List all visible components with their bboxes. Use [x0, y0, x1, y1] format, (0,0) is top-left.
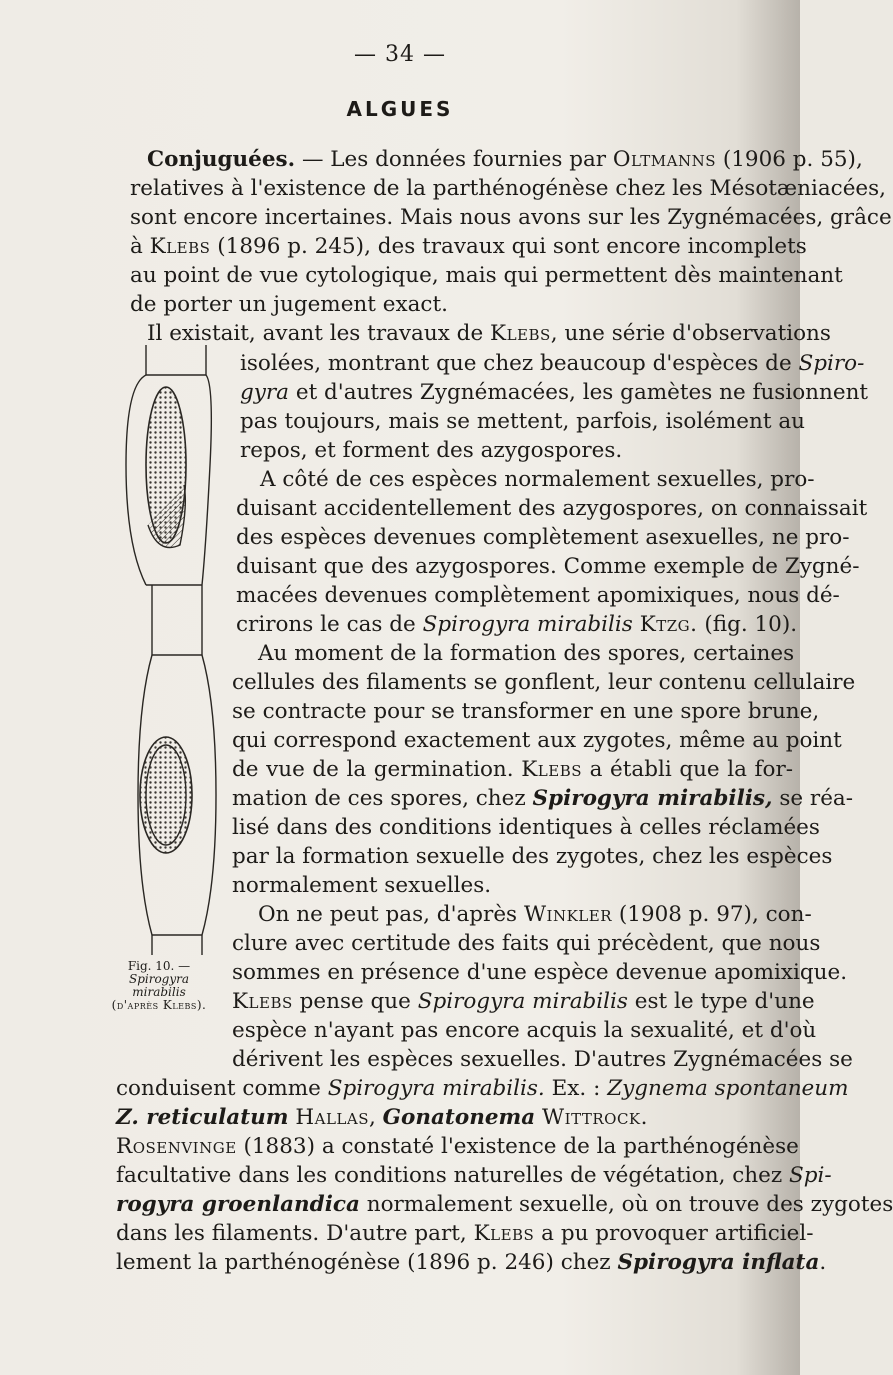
text-line: pas toujours, mais se mettent, parfois, isolément au [240, 409, 806, 434]
running-head: ALGUES [346, 97, 454, 121]
figure-caption: Fig. 10. — Spirogyra mirabilis (d'après Klebs). [111, 959, 207, 1012]
text-line: de porter un jugement exact. [130, 292, 448, 317]
text-line: gyra et d'autres Zygnémacées, les gamètes ne fusionnent [240, 380, 869, 405]
text-line: clure avec certitude des faits qui précèdent, que nous [232, 931, 821, 956]
text-line: sommes en présence d'une espèce devenue apomixique. [232, 960, 848, 985]
text-line: Z. reticulatum Hallas, Gonatonema Wittrock. [116, 1105, 648, 1130]
text-line: lement la parthénogénèse (1896 p. 246) chez Spirogyra inflata. [116, 1250, 827, 1275]
text-line: mation de ces spores, chez Spirogyra mirabilis, se réa- [232, 786, 854, 811]
text-line: conduisent comme Spirogyra mirabilis. Ex. : Zygnema spontaneum [116, 1076, 849, 1101]
text-line: de vue de la germination. Klebs a établi que la for- [232, 757, 793, 782]
text-line: On ne peut pas, d'après Winkler (1908 p. 97), con- [258, 902, 812, 927]
text-line: Au moment de la formation des spores, certaines [258, 641, 795, 666]
page-number: — 34 — [354, 42, 446, 67]
text-line: sont encore incertaines. Mais nous avons sur les Zygnémacées, grâce [130, 205, 892, 230]
text-line: duisant accidentellement des azygospores, on connaissait [236, 496, 868, 521]
text-line: dérivent les espèces sexuelles. D'autres Zygnémacées se [232, 1047, 853, 1072]
text-line: se contracte pour se transformer en une spore brune, [232, 699, 820, 724]
text-line: Klebs pense que Spirogyra mirabilis est le type d'une [232, 989, 815, 1014]
text-line: espèce n'ayant pas encore acquis la sexualité, et d'où [232, 1018, 817, 1043]
text-line: dans les filaments. D'autre part, Klebs a pu provoquer artificiel- [116, 1221, 814, 1246]
text-line: par la formation sexuelle des zygotes, chez les espèces [232, 844, 833, 869]
text-line: repos, et forment des azygospores. [240, 438, 623, 463]
text-line: duisant que des azygospores. Comme exemple de Zygné- [236, 554, 860, 579]
text-line: des espèces devenues complètement asexuelles, ne pro- [236, 525, 850, 550]
text-line: macées devenues complètement apomixiques, nous dé- [236, 583, 840, 608]
text-line: facultative dans les conditions naturelles de végétation, chez Spi- [116, 1163, 832, 1188]
text-line: normalement sexuelles. [232, 873, 492, 898]
round-spore [140, 737, 192, 853]
spirogyra-figure [118, 345, 218, 955]
text-line: relatives à l'existence de la parthénogénèse chez les Mésotæniacées, [130, 176, 887, 201]
text-line: Il existait, avant les travaux de Klebs, une série d'observations [147, 321, 831, 346]
middle-cell [152, 585, 202, 655]
text-line: Rosenvinge (1883) a constaté l'existence de la parthénogénèse [116, 1134, 799, 1159]
text-line: isolées, montrant que chez beaucoup d'espèces de Spiro- [240, 351, 865, 376]
text-line: lisé dans des conditions identiques à celles réclamées [232, 815, 820, 840]
text-line: cellules des filaments se gonflent, leur contenu cellulaire [232, 670, 856, 695]
text-line: à Klebs (1896 p. 245), des travaux qui sont encore incomplets [130, 234, 807, 259]
text-line: Conjuguées. — Les données fournies par Oltmanns (1906 p. 55), [147, 147, 863, 172]
text-line: rogyra groenlandica normalement sexuelle, où on trouve des zygotes [116, 1192, 893, 1217]
text-line: crirons le cas de Spirogyra mirabilis Ktzg. (fig. 10). [236, 612, 798, 637]
text-line: A côté de ces espèces normalement sexuelles, pro- [260, 467, 815, 492]
text-line: au point de vue cytologique, mais qui permettent dès maintenant [130, 263, 843, 288]
filament-top [146, 345, 206, 375]
text-line: qui correspond exactement aux zygotes, même au point [232, 728, 842, 753]
